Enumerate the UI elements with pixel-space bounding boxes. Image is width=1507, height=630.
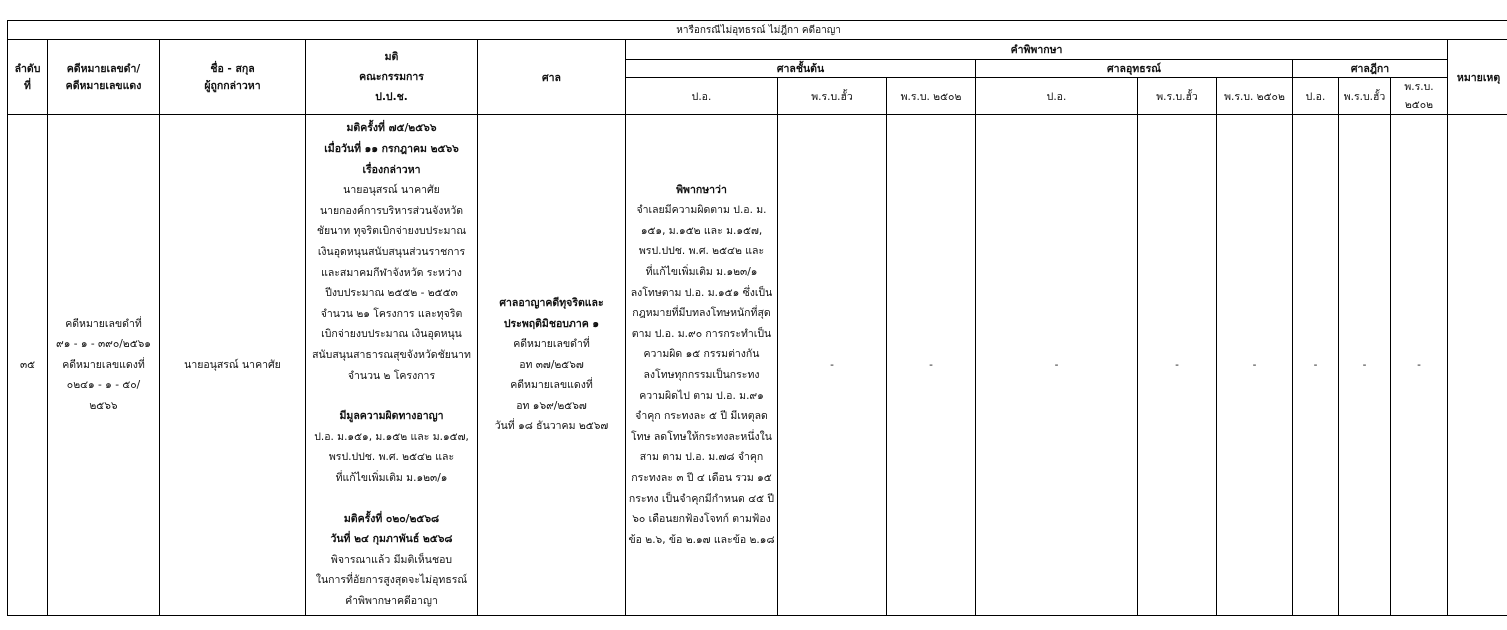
header-court: ศาล bbox=[478, 40, 626, 115]
row-judgment: พิพากษาว่า จำเลยมีความผิดตาม ป.อ. ม. ๑๕๑, ม.๑๕๒ และ ม.๑๕๗, พรป.ปปช. พ.ศ. ๒๕๔๒ และ ที่แก้ไขเพิ่มเติม ม.๑๒๓/๑ ลงโทษตาม ป.อ. ม.๑๕๑ ซึ่งเป็น กฎหมายที่มีบทลงโทษหนักที่สุด ตาม ป.อ. ม.๙๐ การกระทำเป็น ความผิด ๑๕ กรรมต่างกัน ลงโทษทุกกรรมเป็นกระทง ความผิดไป ตาม ป.อ. ม.๙๑ จำคุก กระทงละ ๕ ปี มีเหตุลด โทษ ลดโทษให้กระทงละหนึ่งใน สาม ตาม ป.อ. ม.๗๘ จำคุก กระทงละ ๓ ปี ๔ เดือน รวม ๑๕ กระทง เป็นจำคุกมีกำหนด ๔๕ ปี ๖๐ เดือนยกฟ้องโจทก์ ตามฟ้อง ข้อ ๒.๖, ข้อ ๒.๑๗ และข้อ ๒.๑๘ bbox=[626, 115, 778, 616]
row-name: นายอนุสรณ์ นาคาศัย bbox=[160, 115, 306, 616]
header-resolution: มติ คณะกรรมการ ป.ป.ช. bbox=[306, 40, 478, 115]
header-appeal-prb: พ.ร.บ.ฮั้ว bbox=[1138, 78, 1217, 115]
header-supreme-prb: พ.ร.บ.ฮั้ว bbox=[1339, 78, 1391, 115]
row-court: ศาลอาญาคดีทุจริตและ ประพฤติมิชอบภาค ๑ คดีหมายเลขดำที่ อท ๓๗/๒๕๖๗ คดีหมายเลขแดงที่ อท ๑๖๙/๒๕๖๗ วันที่ ๑๘ ธันวาคม ๒๕๖๗ bbox=[478, 115, 626, 616]
table-row bbox=[8, 115, 1507, 616]
row-case-no: คดีหมายเลขดำที่ ๙๑ - ๑ - ๓๙๐/๒๕๖๑ คดีหมายเลขแดงที่ ๐๒๔๑ - ๑ - ๕๐/ ๒๕๖๖ bbox=[48, 115, 160, 616]
dash-appeal-po: - bbox=[976, 115, 1138, 616]
header-first-prb2502: พ.ร.บ. ๒๕๐๒ bbox=[887, 78, 976, 115]
header-supreme-po: ป.อ. bbox=[1293, 78, 1339, 115]
header-first-po: ป.อ. bbox=[626, 78, 778, 115]
header-first-prb: พ.ร.บ.ฮั้ว bbox=[778, 78, 887, 115]
row-remarks bbox=[1448, 115, 1507, 616]
dash-first-prb: - bbox=[778, 115, 887, 616]
dash-first-prb2502: - bbox=[887, 115, 976, 616]
row-resolution: มติครั้งที่ ๗๕/๒๕๖๖ เมื่อวันที่ ๑๑ กรกฎาคม ๒๕๖๖ เรื่องกล่าวหา นายอนุสรณ์ นาคาศัย นายกองค์การบริหารส่วนจังหวัด ชัยนาท ทุจริตเบิกจ่ายงบประมาณ เงินอุดหนุนสนับสนุนส่วนราชการ และสมาคมกีฬาจังหวัด ระหว่าง ปีงบประมาณ ๒๕๕๒ - ๒๕๕๓ จำนวน ๒๑ โครงการ และทุจริต เบิกจ่ายงบประมาณ เงินอุดหนุน สนับสนุนสาธารณสุขจังหวัดชัยนาท จำนวน ๒ โครงการ มีมูลความผิดทางอาญา ป.อ. ม.๑๕๑, ม.๑๕๒ และ ม.๑๕๗, พรป.ปปช. พ.ศ. ๒๕๔๒ และ ที่แก้ไขเพิ่มเติม ม.๑๒๓/๑ มติครั้งที่ ๐๒๐/๒๕๖๘ วันที่ ๒๔ กุมภาพันธ์ ๒๕๖๘ พิจารณาแล้ว มีมติเห็นชอบ ในการที่อัยการสูงสุดจะไม่อุทธรณ์ คำพิพากษาคดีอาญา bbox=[306, 115, 478, 616]
header-name: ชื่อ - สกุล ผู้ถูกกล่าวหา bbox=[160, 40, 306, 115]
dash-appeal-prb2502: - bbox=[1217, 115, 1293, 616]
header-appeal-po: ป.อ. bbox=[976, 78, 1138, 115]
header-supreme: ศาลฎีกา bbox=[1293, 60, 1448, 78]
header-first-instance: ศาลชั้นต้น bbox=[626, 60, 976, 78]
table-title: หารือกรณีไม่อุทธรณ์ ไม่ฎีกา คดีอาญา bbox=[8, 21, 1507, 40]
row-no: ๓๕ bbox=[8, 115, 48, 616]
header-judgment: คำพิพากษา bbox=[626, 40, 1448, 60]
header-appeal-prb2502: พ.ร.บ. ๒๕๐๒ bbox=[1217, 78, 1293, 115]
header-remarks: หมายเหตุ bbox=[1448, 40, 1507, 115]
header-no: ลำดับ ที่ bbox=[8, 40, 48, 115]
header-supreme-prb2502: พ.ร.บ. ๒๕๐๒ bbox=[1391, 78, 1448, 115]
dash-supreme-prb: - bbox=[1339, 115, 1391, 616]
header-appeal: ศาลอุทธรณ์ bbox=[976, 60, 1293, 78]
dash-supreme-prb2502: - bbox=[1391, 115, 1448, 616]
dash-supreme-po: - bbox=[1293, 115, 1339, 616]
dash-appeal-prb: - bbox=[1138, 115, 1217, 616]
cases-table bbox=[7, 20, 1507, 616]
header-case-no: คดีหมายเลขดำ/ คดีหมายเลขแดง bbox=[48, 40, 160, 115]
